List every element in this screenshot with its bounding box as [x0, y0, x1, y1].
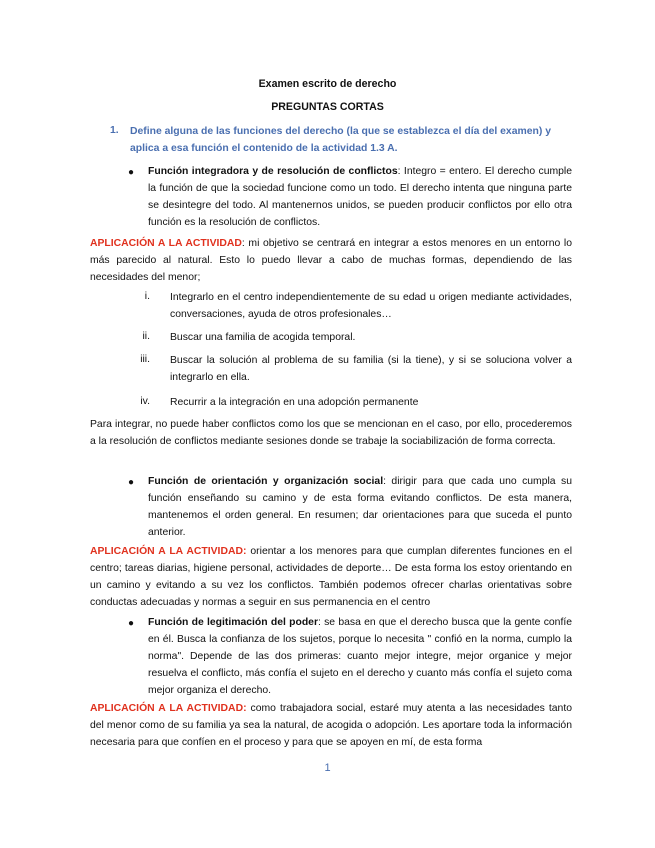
bullet-icon: ● [128, 167, 135, 178]
application-label: APLICACIÓN A LA ACTIVIDAD [90, 238, 242, 249]
list-number: iv. [140, 396, 150, 407]
application-paragraph-1 [90, 235, 572, 286]
document-title: Examen escrito de derecho [258, 78, 397, 90]
list-number: iii. [140, 354, 150, 365]
application-paragraph-2 [90, 543, 572, 611]
page-number: 1 [324, 762, 331, 774]
bullet-body: : se basa en que el derecho busca que la gente confíe en él. Busca la confianza de los sujetos, porque lo necesita " confió en la norma, cumplo la norma". Depende de las dos primeras: cuanto mejor integre, mejor organice y mejor resuelva el conflicto, más confía el sujeto en el derecho y cuanto más confía el sujeto coma mejor organiza el derecho. [148, 617, 572, 696]
bullet-label: Función de legitimación del poder [148, 617, 318, 628]
list-number: ii. [142, 331, 150, 342]
document-subtitle: PREGUNTAS CORTAS [271, 101, 384, 113]
application-body: orientar a los menores para que cumplan diferentes funciones en el centro; tareas diarias, higiene personal, actividades de deporte… De esta forma los estoy orientando en un camino y evitando a su vez los conflictos. También podemos ofrecer charlas orientativas sobre conductas adecuadas y normas a seguir en sus permanencia en el centro [90, 546, 573, 608]
bullet-label: Función de orientación y organización social [148, 476, 384, 487]
application-label: APLICACIÓN A LA ACTIVIDAD: [90, 546, 247, 557]
question-text: Define alguna de las funciones del derecho (la que se establezca el día del examen) y aplica a esa función el contenido de la actividad 1.3 A. [130, 126, 551, 154]
paragraph-integrar: Para integrar, no puede haber conflictos como los que se mencionan en el caso, por ello, procederemos a la resolución de conflictos mediante sesiones donde se trabaje la sociabilización de forma correcta. [90, 419, 572, 447]
list-item: Recurrir a la integración en una adopción permanente [170, 397, 419, 408]
list-item: Integrarlo en el centro independientemente de su edad u origen mediante actividades, conversaciones, ayuda de otros profesionales… [170, 292, 572, 320]
bullet-body: : dirigir para que cada uno cumpla su función enseñando su camino y de esta forma evitando conflictos. De esta manera, mantenemos el orden general. En resumen; dar orientaciones para que suceda el punto anterior. [148, 476, 572, 538]
application-paragraph-3 [90, 700, 572, 751]
bullet-body: : Integro = entero. El derecho cumple la función de que la sociedad funcione como un todo. El derecho intenta que ninguna parte se desintegre del todo. Al mantenernos unidos, se pueden producir conflictos por ello otra función es la resolución de conflictos. [148, 166, 573, 228]
bullet-icon: ● [128, 618, 135, 629]
list-item: Buscar una familia de acogida temporal. [170, 332, 356, 343]
application-label: APLICACIÓN A LA ACTIVIDAD: [90, 703, 247, 714]
bullet-item-orientacion [148, 473, 572, 541]
application-body: : mi objetivo se centrará en integrar a estos menores en un entorno lo más parecido al natural. Esto lo puedo llevar a cabo de muchas formas, dependiendo de las necesidades del menor; [90, 238, 572, 283]
question-number: 1. [110, 125, 119, 136]
bullet-item-integradora [148, 163, 572, 231]
bullet-icon: ● [128, 477, 135, 488]
list-number: i. [144, 291, 150, 302]
bullet-label: Función integradora y de resolución de conflictos [148, 166, 398, 177]
list-item: Buscar la solución al problema de su familia (si la tiene), y si se soluciona volver a integrarlo en ella. [170, 355, 572, 383]
application-body: como trabajadora social, estaré muy atenta a las necesidades tanto del menor como de su familia ya sea la natural, de acogida o adopción. Les aportare toda la información necesaria para que confíen en el proceso y para que se apoyen en mí, de esta forma [90, 703, 572, 748]
bullet-item-legitimacion [148, 614, 572, 699]
